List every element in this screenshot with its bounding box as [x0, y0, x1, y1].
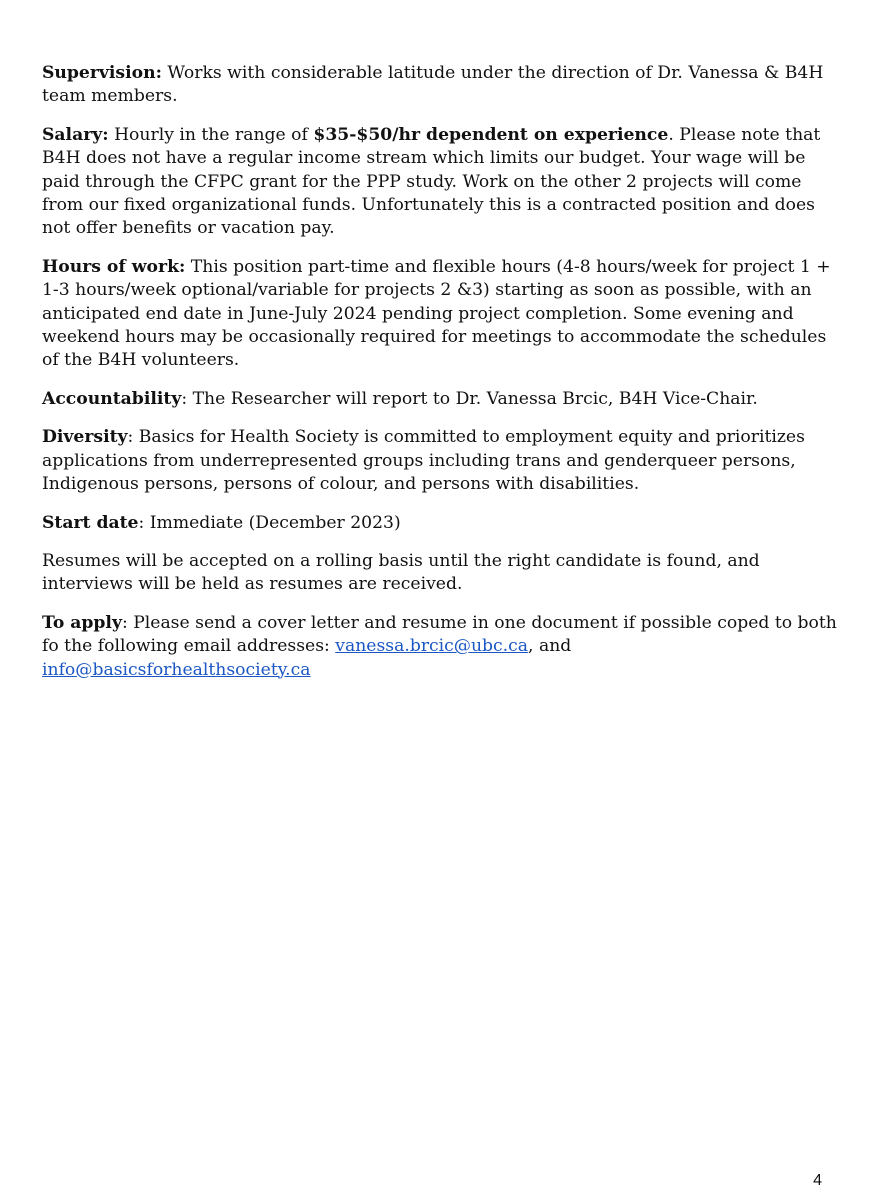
- diversity-text: : Basics for Health Society is committed to employment equity and prioritizes applications from underrepresented groups including trans and genderqueer persons, Indigenous persons, persons of colour, and persons with disabilities.: [42, 427, 805, 495]
- page-number: 4: [813, 1172, 822, 1189]
- email-link-vanessa[interactable]: vanessa.brcic@ubc.ca: [335, 636, 529, 657]
- apply-separator: , and: [528, 636, 572, 657]
- accountability-paragraph: [42, 388, 842, 411]
- accountability-text: : The Researcher will report to Dr. Vanessa Brcic, B4H Vice-Chair.: [181, 388, 758, 409]
- supervision-paragraph: [42, 62, 842, 109]
- resumes-paragraph: [42, 550, 842, 597]
- apply-paragraph: [42, 612, 842, 682]
- apply-text: : Please send a cover letter and resume in one document if possible coped to both fo the following email addresses:: [42, 612, 837, 657]
- document-page: [42, 62, 842, 697]
- salary-amount: $35-$50/hr dependent on experience: [313, 124, 669, 145]
- salary-text-after: . Please note that B4H does not have a regular income stream which limits our budget. Your wage will be paid through the CFPC grant for the PPP study. Work on the other 2 projects will come from our fixed organizational funds. Unfortunately this is a contracted position and does not offer benefits or vacation pay.: [42, 124, 821, 239]
- accountability-label: Accountability: [42, 388, 182, 409]
- start-date-label: Start date: [42, 512, 139, 533]
- email-link-info[interactable]: info@basicsforhealthsociety.ca: [42, 659, 311, 680]
- supervision-text: Works with considerable latitude under the direction of Dr. Vanessa & B4H team members.: [42, 63, 824, 107]
- hours-paragraph: [42, 256, 842, 373]
- salary-label: Salary:: [42, 124, 109, 145]
- start-date-paragraph: [42, 512, 842, 535]
- resumes-text: Resumes will be accepted on a rolling basis until the right candidate is found, and interviews will be held as resumes are received.: [42, 550, 760, 595]
- salary-text-before: Hourly in the range of: [108, 124, 314, 145]
- apply-label: To apply: [42, 612, 122, 633]
- diversity-paragraph: [42, 426, 842, 496]
- hours-text: This position part-time and flexible hours (4-8 hours/week for project 1 + 1-3 hours/week optional/variable for projects 2 &3) starting as soon as possible, with an anticipated end date in June-July 2024 pending project completion. Some evening and weekend hours may be occasionally required for meetings to accommodate the schedules of the B4H volunteers.: [42, 256, 831, 371]
- diversity-label: Diversity: [42, 427, 128, 448]
- salary-paragraph: [42, 124, 842, 241]
- hours-label: Hours of work:: [42, 256, 186, 277]
- start-date-text: : Immediate (December 2023): [138, 512, 401, 533]
- supervision-label: Supervision:: [42, 63, 162, 83]
